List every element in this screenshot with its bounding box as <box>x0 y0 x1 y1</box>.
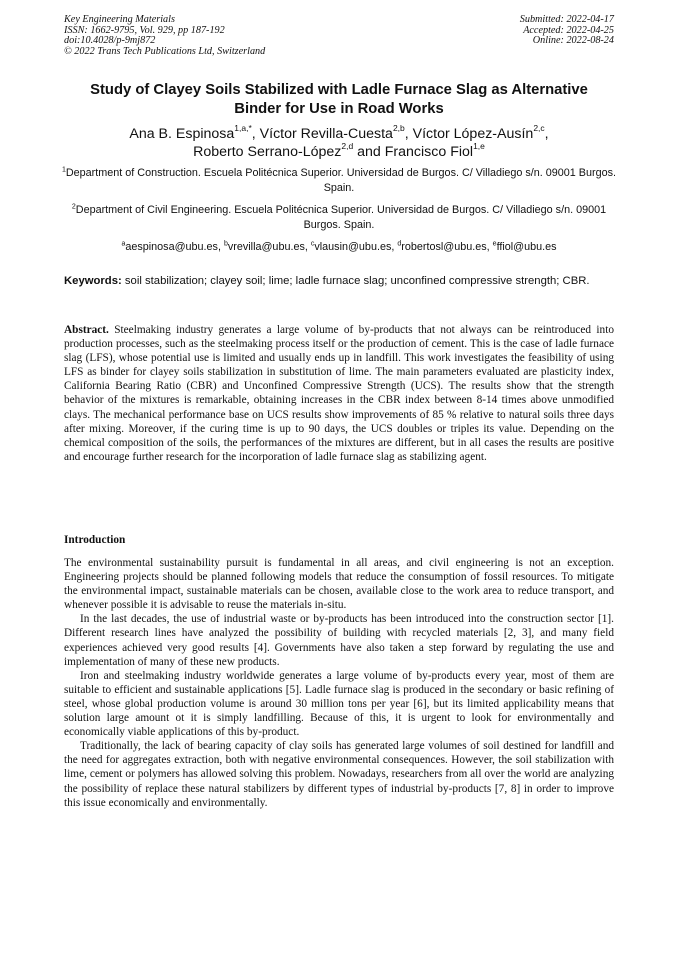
email-link[interactable]: vlausin@ubu.es <box>314 241 392 253</box>
author-affiliation-mark: 2,c <box>533 123 545 134</box>
author-name: Víctor López-Ausín <box>412 126 534 142</box>
accepted-date: Accepted: 2022-04-25 <box>523 24 614 36</box>
doi-line[interactable]: doi:10.4028/p-9mj872 <box>64 35 156 47</box>
title-line-2: Binder for Use in Road Works <box>234 101 444 117</box>
paper-title <box>50 81 628 119</box>
authors-line-1: Ana B. Espinosa$^{1,a,*}$, Víctor Revilla-Cuesta$^{2,b}$, Víctor López-Ausín$^{2,c}$, <box>129 123 549 142</box>
email-link[interactable]: vrevilla@ubu.es <box>227 241 305 253</box>
email-link[interactable]: aespinosa@ubu.es <box>125 241 218 253</box>
affiliation-mark: 2 <box>71 203 76 211</box>
email-link[interactable]: robertosl@ubu.es <box>401 241 487 253</box>
author-affiliation-mark: 2,d <box>341 141 354 152</box>
author-name: Roberto Serrano-López <box>193 144 342 160</box>
author-name: Víctor Revilla-Cuesta <box>259 126 393 142</box>
author-affiliation-mark: 2,b <box>392 123 405 134</box>
affiliation-2 <box>60 203 618 234</box>
dates-header <box>520 15 614 47</box>
abstract <box>64 323 614 464</box>
affiliation-text: Department of Civil Engineering. Escuela Politécnica Superior. Universidad de Burgos. C/ Villadiego s/n. 09001 Burgos. Spain. <box>75 204 607 232</box>
keywords-label: Keywords: <box>64 275 122 287</box>
affiliation-mark: 1 <box>61 166 66 174</box>
copyright-line: © 2022 Trans Tech Publications Ltd, Switzerland <box>64 45 266 57</box>
author-name: Ana B. Espinosa <box>129 126 235 142</box>
authors-line-2 <box>40 143 638 161</box>
paragraph: In the last decades, the use of industrial waste or by-products has been introduced into the construction sector [1]. Different research lines have analyzed the possibility of building with recycled materials [2, 3], and many field experiences achieved very good results [4]. Governments have also taken a step forward by regulating the use and implementation of many of these new products. <box>64 613 614 668</box>
author-affiliation-mark: 1,a,* <box>234 123 252 134</box>
journal-header <box>64 15 265 57</box>
issn-line: ISSN: 1662-9795, Vol. 929, pp 187-192 <box>64 24 225 36</box>
paragraph: Traditionally, the lack of bearing capacity of clay soils has generated large volumes of soil destined for landfill and the need for aggregates extraction, both with negative environmental consequences. However, the soil stabilization with lime, cement or polymers has allowed solving this problem. Nowadays, researchers from all over the world are analyzing the possibility of replace these natural stabilizers by different types of industrial by-products [7, 8] in order to improve this issue economically and environmentally. <box>64 740 614 809</box>
online-date: Online: 2022-08-24 <box>532 35 614 47</box>
author-and: and <box>357 144 381 160</box>
introduction-body <box>64 556 614 810</box>
paragraph: Iron and steelmaking industry worldwide generates a large volume of by-products every year, most of them are suitable to efficient and sustainable applications [5]. Ladle furnace slag is produced in the secondary or basic refining of steel, whose global production volume is around 30 million tons per year [6], but its limited applicability means that solution large amount ot it is simply landfilling. Because of this, it is urgent to look for environmentally and economically viable applications of this by-product. <box>64 669 614 739</box>
author-emails: $^a$aespinosa@ubu.es, $^b$vrevilla@ubu.es, $^c$vlausin@ubu.es, $^d$robertosl@ubu.es, $^e$ffiol@ubu.es <box>121 240 557 253</box>
title-line-1: Study of Clayey Soils Stabilized with Ladle Furnace Slag as Alternative <box>90 82 588 98</box>
email-mark: c <box>310 240 315 248</box>
email-mark: b <box>223 240 228 248</box>
keywords-text: soil stabilization; clayey soil; lime; ladle furnace slag; unconfined compressive strength; CBR. <box>124 275 590 287</box>
introduction-heading: Introduction <box>64 534 126 546</box>
email-mark: a <box>121 240 126 248</box>
abstract-text: Steelmaking industry generates a large volume of by-products that not always can be reintroduced into production processes, such as the steelmaking process itself or the production of cement. This is the case of ladle furnace slag (LFS), whose potential use is limited and usually ends up in landfill. This work investigates the feasibility of using LFS as binder for clayey soils stabilization in substitution of lime. The main parameters evaluated are plasticity index, California Bearing Ratio (CBR) and Unconfined Compressive Strength (UCS). The results show that the strength behavior of the mixtures is remarkable, obtaining increases in the CBR index between 8-14 times above unmodified clays. The mechanical performance base on UCS results show improvements of 85 % relative to natural soils three days after mixing. Moreover, if the curing time is up to 90 days, the UCS doubles or triples its value. Depending on the chemical composition of the soils, the performances of the mixtures are different, but in all cases the results are positive and encourage further research for the incorporation of ladle furnace slag as stabilizing agent. <box>64 324 614 463</box>
author-name: Francisco Fiol <box>384 144 474 160</box>
journal-name: Key Engineering Materials <box>64 14 175 25</box>
author-list <box>40 125 638 161</box>
email-link[interactable]: ffiol@ubu.es <box>496 241 557 253</box>
submitted-date: Submitted: 2022-04-17 <box>519 14 614 25</box>
affiliation-text: Department of Construction. Escuela Politécnica Superior. Universidad de Burgos. C/ Villadiego s/n. 09001 Burgos. Spain. <box>65 167 617 195</box>
affiliation-1 <box>60 166 618 197</box>
abstract-label: Abstract. <box>64 324 109 336</box>
paragraph: The environmental sustainability pursuit is fundamental in all areas, and civil engineering is not an exception. Engineering projects should be planned following models that reduce the consumption of fossil resources. To mitigate the environmental impact, sustainable materials can be chosen, available close to the work area to reduce transport, and whenever possible it is advisable to reuse the materials in-situ. <box>64 557 614 612</box>
email-mark: d <box>397 240 402 248</box>
email-mark: e <box>492 240 497 248</box>
author-affiliation-mark: 1,e <box>473 141 485 152</box>
keywords <box>64 274 614 289</box>
